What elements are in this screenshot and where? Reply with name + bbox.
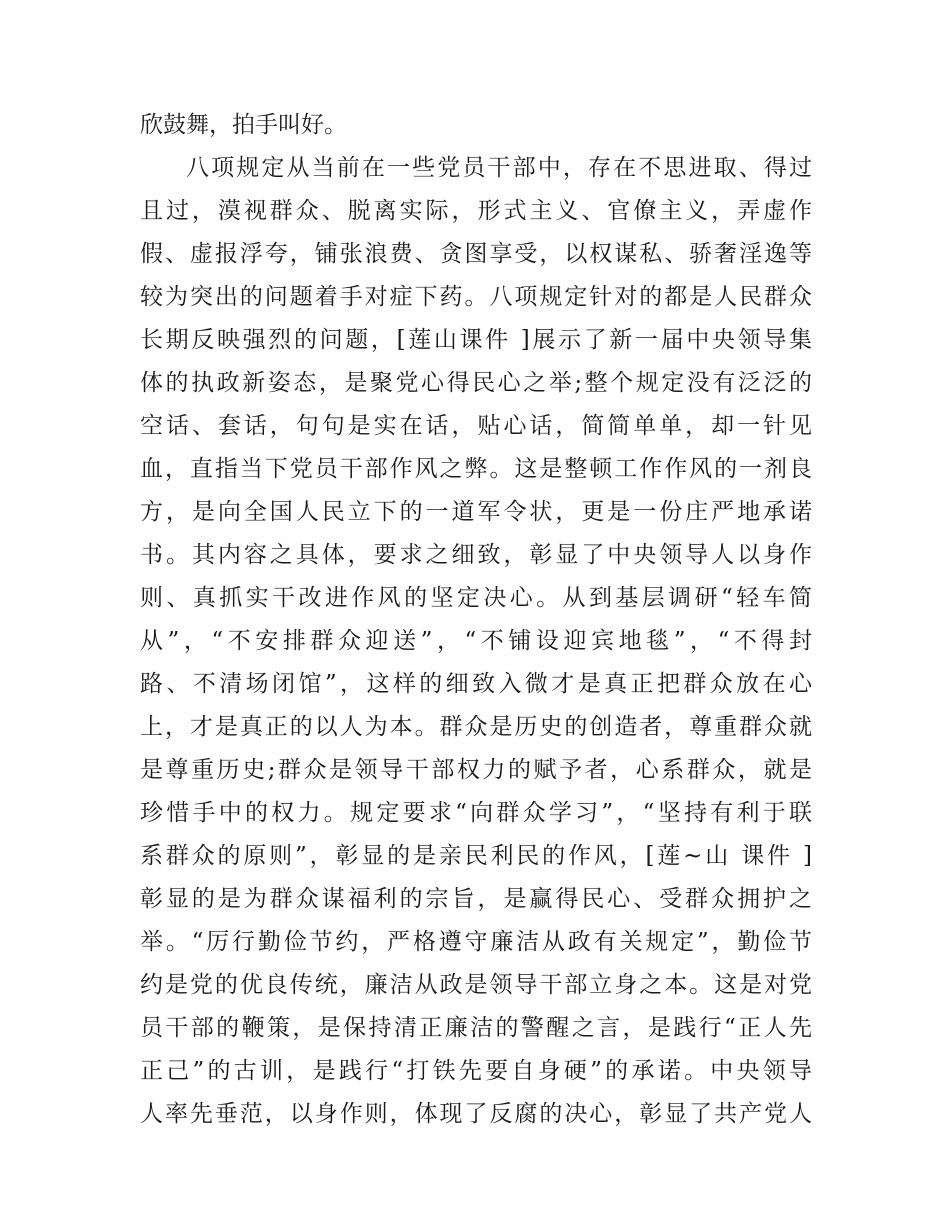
text-line: 长期反映强烈的问题，[莲山课件 ]展示了新一届中央领导集 (140, 327, 812, 353)
text-line: 上，才是真正的以人为本。群众是历史的创造者，尊重群众就 (140, 714, 812, 740)
text-line: 且过，漠视群众、脱离实际，形式主义、官僚主义，弄虚作 (140, 198, 812, 224)
text-line: 方，是向全国人民立下的一道军令状，更是一份庄严地承诺 (140, 499, 812, 525)
text-line: 员干部的鞭策，是保持清正廉洁的警醒之言，是践行“正人先 (140, 1015, 812, 1041)
text-line: 八项规定从当前在一些党员干部中，存在不思进取、得过 (186, 155, 812, 181)
text-line: 欣鼓舞，拍手叫好。 (140, 112, 347, 138)
text-line: 血，直指当下党员干部作风之弊。这是整顿工作作风的一剂良 (140, 456, 812, 482)
text-line: 较为突出的问题着手对症下药。八项规定针对的都是人民群众 (140, 284, 812, 310)
text-line: 空话、套话，句句是实在话，贴心话，简简单单，却一针见 (140, 413, 812, 439)
text-line: 是尊重历史;群众是领导干部权力的赋予者，心系群众，就是 (140, 757, 812, 783)
text-line: 从”，“不安排群众迎送”，“不铺设迎宾地毯”，“不得封 (140, 628, 812, 654)
text-line: 书。其内容之具体，要求之细致，彰显了中央领导人以身作 (140, 542, 812, 568)
text-line: 则、真抓实干改进作风的坚定决心。从到基层调研“轻车简 (140, 585, 812, 611)
text-line: 正己”的古训，是践行“打铁先要自身硬”的承诺。中央领导 (140, 1058, 812, 1084)
text-line: 假、虚报浮夸，铺张浪费、贪图享受，以权谋私、骄奢淫逸等 (140, 241, 812, 267)
text-line: 珍惜手中的权力。规定要求“向群众学习”，“坚持有利于联 (140, 800, 812, 826)
text-line: 路、不清场闭馆”，这样的细致入微才是真正把群众放在心 (140, 671, 812, 697)
document-body (140, 104, 812, 1136)
text-line: 彰显的是为群众谋福利的宗旨，是赢得民心、受群众拥护之 (140, 886, 812, 912)
text-line: 约是党的优良传统，廉洁从政是领导干部立身之本。这是对党 (140, 972, 812, 998)
text-line: 人率先垂范，以身作则，体现了反腐的决心，彰显了共产党人 (140, 1101, 812, 1127)
text-line: 系群众的原则”，彰显的是亲民利民的作风，[莲~山 课件 ] (140, 843, 812, 869)
text-line: 体的执政新姿态，是聚党心得民心之举;整个规定没有泛泛的 (140, 370, 812, 396)
text-line: 举。“厉行勤俭节约，严格遵守廉洁从政有关规定”，勤俭节 (140, 929, 812, 955)
